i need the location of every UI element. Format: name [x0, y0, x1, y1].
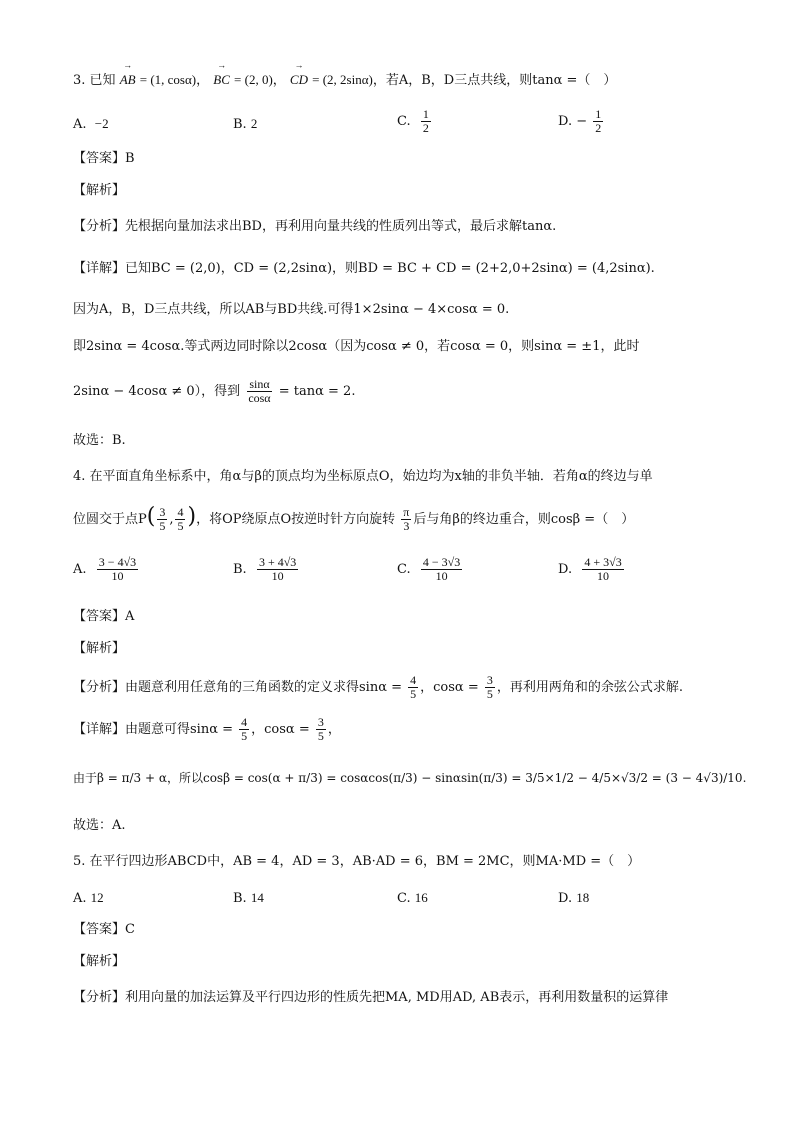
q4-xiangjie: 【详解】由题意可得sinα = $\frac{4}{5}$ ，cosα = $\frac{3}{5}$ ， [73, 715, 341, 743]
q4-fenxi: 【分析】由题意利用任意角的三角函数的定义求得sinα = $\frac{4}{5}$ ，cosα = $\frac{3}{5}$ ，再利用两角和的余弦公式求解. [73, 673, 684, 701]
q4-option-d: D. $\frac{4 + 3√3}{10}$ [558, 555, 622, 583]
q3-line-result: 2sinα − 4cosα ≠ 0），得到 $\frac{\sin\alpha}{\cos\alpha}$ = tanα = 2. [73, 377, 356, 405]
vector-ab: → AB [120, 70, 136, 90]
q4-option-c: C. $\frac{4 - 3√3}{10}$ [397, 555, 461, 583]
q5-option-c: C. 16 [397, 890, 428, 906]
q4-choice: 故选：A. [73, 818, 126, 833]
q5-fenxi: 【分析】利用向量的加法运算及平行四边形的性质先把MA, MD用AD, AB表示，再利用数量积的运算律 [73, 990, 669, 1005]
q5-option-d: D. 18 [558, 890, 590, 906]
q3-fenxi: 【分析】先根据向量加法求出BD，再利用向量共线的性质列出等式，最后求解tanα. [73, 219, 557, 234]
q5-stem: 5. 在平行四边形ABCD中，AB = 4，AD = 3，AB·AD = 6，BM = 2MC，则MA·MD =（ ） [73, 854, 641, 869]
q3-xiangjie: 【详解】已知BC = (2,0)，CD = (2,2sinα)，则BD = BC + CD = (2+2,0+2sinα) = (4,2sinα). [73, 261, 655, 276]
q3-stem: 3. 已知 → AB = (1, cosα)， → BC = (2, 0)， → CD = (2, 2sinα)，若A，B，D三点共线，则tanα =（ ） [73, 70, 616, 91]
q3-analysis-heading: 【解析】 [73, 183, 126, 198]
vector-bc: → BC [213, 70, 230, 90]
q5-option-b: B. 14 [233, 890, 264, 906]
q4-answer: 【答案】A [73, 609, 135, 624]
q3-option-d: D. − $\frac{1}{2}$ [558, 107, 602, 135]
q5-analysis-heading: 【解析】 [73, 954, 126, 969]
q3-line-divide: 即2sinα = 4cosα.等式两边同时除以2cosα（因为cosα ≠ 0，若cosα = 0，则sinα = ±1，此时 [73, 339, 640, 354]
q3-choice: 故选：B. [73, 433, 126, 448]
vector-cd: → CD [290, 70, 308, 90]
q4-option-a: A. $\frac{3 - 4√3}{10}$ [73, 555, 137, 583]
q5-answer: 【答案】C [73, 922, 135, 937]
q3-option-a: A. −2 [73, 116, 109, 132]
q3-number: 3. [73, 73, 86, 88]
q4-analysis-heading: 【解析】 [73, 641, 126, 656]
q4-option-b: B. $\frac{3 + 4√3}{10}$ [233, 555, 297, 583]
q3-option-b: B. 2 [233, 116, 258, 132]
q3-answer: 【答案】B [73, 151, 135, 166]
q3-line-collinear: 因为A，B，D三点共线，所以AB与BD共线.可得1×2sinα − 4×cosα = 0. [73, 302, 510, 317]
q3-option-c: C. $\frac{1}{2}$ [397, 107, 429, 135]
q4-line-derivation: 由于β = π/3 + α，所以cosβ = cos(α + π/3) = cosαcos(π/3) − sinαsin(π/3) = 3/5×1/2 − 4/5×√3/2 = (3 − 4√3)/10. [73, 771, 747, 785]
q4-stem-line2: 位圆交于点P( $\frac{3}{5}$ , $\frac{4}{5}$ )，将OP绕原点O按逆时针方向旋转 $\frac{\pi}{3}$ 后与角β的终边重合，则cosβ =（ ） [73, 504, 635, 533]
q5-option-a: A. 12 [73, 890, 104, 906]
q4-stem-line1: 4. 在平面直角坐标系中，角α与β的顶点均为坐标原点O，始边均为x轴的非负半轴．若角α的终边与单 [73, 469, 653, 484]
